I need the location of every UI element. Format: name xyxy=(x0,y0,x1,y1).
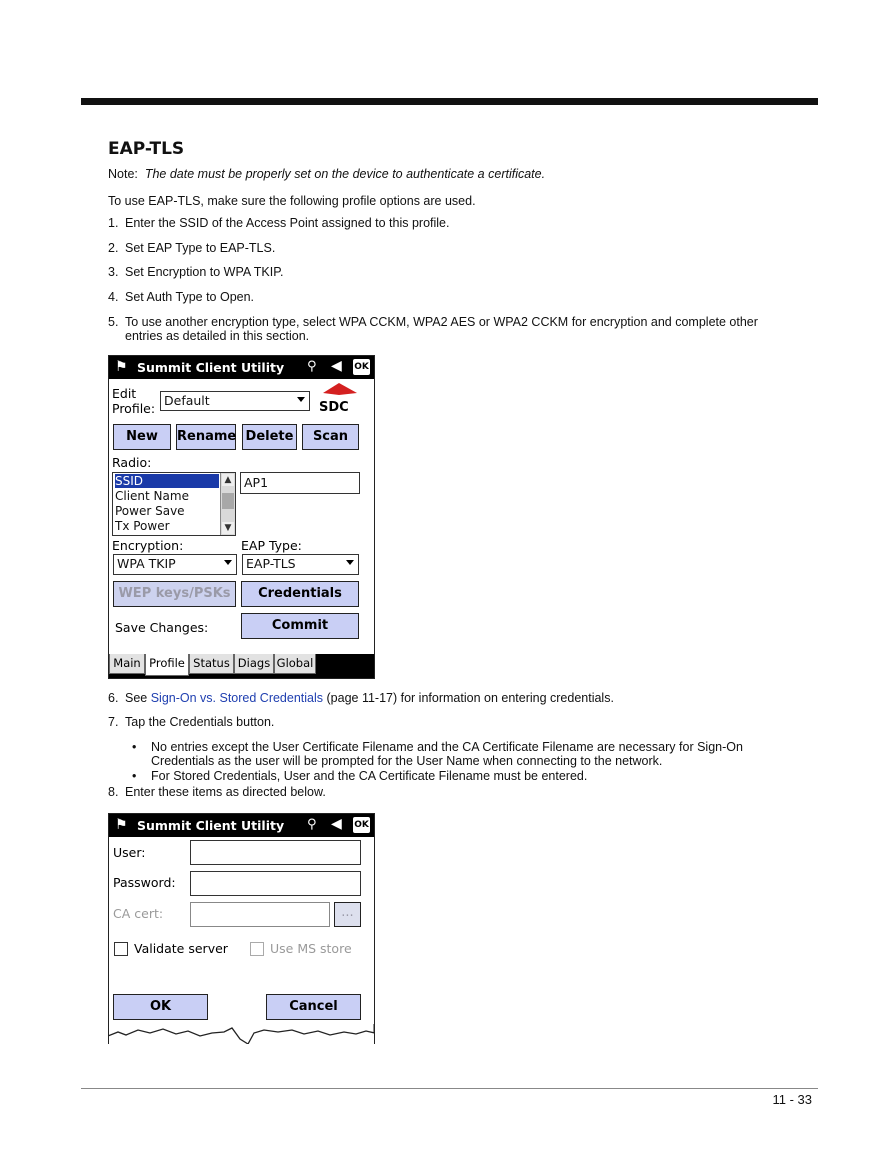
step-4: 4. Set Auth Type to Open. xyxy=(108,290,255,304)
ok-button[interactable]: OK xyxy=(113,994,208,1020)
profile-dropdown[interactable]: Default xyxy=(160,391,310,411)
footer-rule xyxy=(81,1088,818,1089)
use-ms-store-checkbox xyxy=(250,942,264,956)
validate-server-checkbox[interactable] xyxy=(114,942,128,956)
ssid-input[interactable]: AP1 xyxy=(240,472,360,494)
note-text: The date must be properly set on the device to authenticate a certificate. xyxy=(144,167,546,181)
cancel-button[interactable]: Cancel xyxy=(266,994,361,1020)
windows-flag-icon[interactable]: ⚑ xyxy=(115,359,128,375)
delete-button[interactable]: Delete xyxy=(242,424,297,450)
torn-edge xyxy=(108,1024,375,1044)
note-label: Note: xyxy=(108,167,138,181)
app-title: Summit Client Utility xyxy=(137,818,285,833)
list-item[interactable]: Power Save xyxy=(115,504,185,518)
tab-bar xyxy=(109,654,374,678)
step-5: 5. To use another encryption type, select WPA CCKM, WPA2 AES or WPA2 CCKM for encryption and complete other entries as detailed in this section. xyxy=(108,315,758,343)
tab-status[interactable]: Status xyxy=(189,654,234,674)
eap-type-label: EAP Type: xyxy=(241,538,302,553)
step-3: 3. Set Encryption to WPA TKIP. xyxy=(108,265,284,279)
title-bar xyxy=(109,814,374,837)
step-2: 2. Set EAP Type to EAP-TLS. xyxy=(108,241,276,255)
tab-main[interactable]: Main xyxy=(109,654,145,674)
profile-screen xyxy=(108,355,375,679)
list-item[interactable]: Client Name xyxy=(115,489,189,503)
windows-flag-icon[interactable]: ⚑ xyxy=(115,817,128,833)
page-number: 11 - 33 xyxy=(772,1092,812,1107)
step-8: 8. Enter these items as directed below. xyxy=(108,785,326,799)
step-6: 6. See Sign-On vs. Stored Credentials (page 11-17) for information on entering credentials. xyxy=(108,691,614,705)
bullet-icon: • xyxy=(132,769,137,783)
edit-profile-label: Edit Profile: xyxy=(112,386,156,416)
list-scrollbar[interactable] xyxy=(220,473,235,535)
step-7: 7. Tap the Credentials button. xyxy=(108,715,275,729)
save-changes-label: Save Changes: xyxy=(115,620,209,635)
radio-label: Radio: xyxy=(112,455,152,470)
password-input[interactable] xyxy=(190,871,361,896)
wep-keys-button: WEP keys/PSKs xyxy=(113,581,236,607)
bullet-icon: • xyxy=(132,740,137,754)
encryption-dropdown[interactable]: WPA TKIP xyxy=(113,554,237,575)
scroll-up-icon[interactable]: ▲ xyxy=(222,474,234,486)
browse-button: ... xyxy=(334,902,361,927)
new-button[interactable]: New xyxy=(113,424,171,450)
ca-cert-label: CA cert: xyxy=(113,906,164,921)
chevron-down-icon xyxy=(224,560,232,565)
scroll-down-icon[interactable]: ▼ xyxy=(222,522,234,534)
wireless-signal-icon[interactable]: ⚲ xyxy=(307,359,317,374)
sdc-logo-text: SDC xyxy=(319,400,349,413)
ok-close-button[interactable]: OK xyxy=(353,359,370,375)
scroll-thumb[interactable] xyxy=(222,493,234,509)
ca-cert-input xyxy=(190,902,330,927)
credentials-button[interactable]: Credentials xyxy=(241,581,359,607)
wireless-signal-icon[interactable]: ⚲ xyxy=(307,817,317,832)
encryption-label: Encryption: xyxy=(112,538,184,553)
rename-button[interactable]: Rename xyxy=(176,424,236,450)
tab-global[interactable]: Global xyxy=(274,654,316,674)
sign-on-credentials-link[interactable]: Sign-On vs. Stored Credentials xyxy=(150,691,324,705)
eap-type-dropdown[interactable]: EAP-TLS xyxy=(242,554,359,575)
user-label: User: xyxy=(113,845,146,860)
chevron-down-icon xyxy=(346,560,354,565)
ok-close-button[interactable]: OK xyxy=(353,817,370,833)
password-label: Password: xyxy=(113,875,176,890)
commit-button[interactable]: Commit xyxy=(241,613,359,639)
list-item[interactable]: SSID xyxy=(115,474,219,488)
title-bar xyxy=(109,356,374,379)
app-title: Summit Client Utility xyxy=(137,360,285,375)
intro-text: To use EAP-TLS, make sure the following profile options are used. xyxy=(108,194,476,208)
bullet-item: • For Stored Credentials, User and the CA Certificate Filename must be entered. xyxy=(132,769,588,783)
use-ms-store-label: Use MS store xyxy=(270,941,352,956)
credentials-screen xyxy=(108,813,375,1044)
bullet-item: • No entries except the User Certificate Filename and the CA Certificate Filename are necessary for Sign-On Credentials as the user will be prompted for the User Name when connecting to the network. xyxy=(132,740,743,768)
note xyxy=(108,167,545,181)
chevron-down-icon xyxy=(297,397,305,402)
tab-profile[interactable]: Profile xyxy=(145,654,189,676)
speaker-mute-icon[interactable]: ◀ xyxy=(331,816,342,832)
validate-server-label: Validate server xyxy=(134,941,228,956)
tab-diags[interactable]: Diags xyxy=(234,654,274,674)
list-item[interactable]: Tx Power xyxy=(115,519,170,533)
scan-button[interactable]: Scan xyxy=(302,424,359,450)
step-1: 1. Enter the SSID of the Access Point assigned to this profile. xyxy=(108,216,450,230)
speaker-mute-icon[interactable]: ◀ xyxy=(331,358,342,374)
user-input[interactable] xyxy=(190,840,361,865)
sdc-logo xyxy=(313,383,365,413)
radio-list[interactable] xyxy=(112,472,236,536)
header-rule xyxy=(81,98,818,105)
section-heading: EAP-TLS xyxy=(108,139,185,159)
